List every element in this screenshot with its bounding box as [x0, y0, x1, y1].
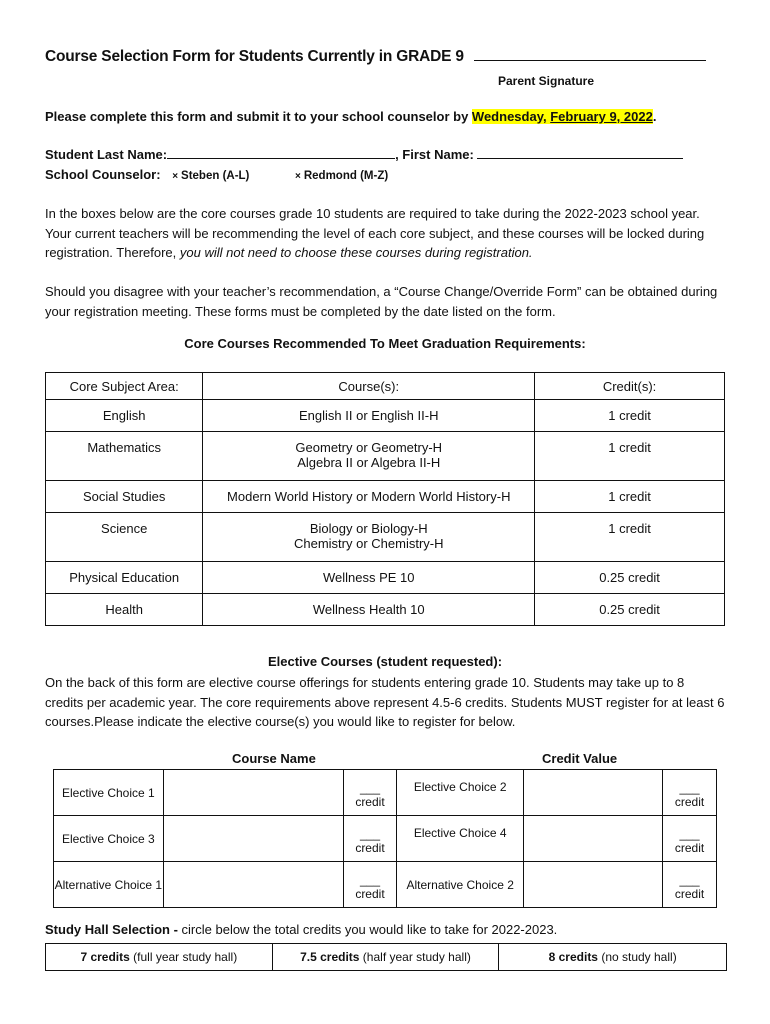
deadline-date: February 9, 2022: [550, 109, 653, 124]
elective-label: Elective Choice 2: [397, 770, 524, 816]
core-course-line: Geometry or Geometry-H: [295, 440, 443, 455]
credit-word: credit: [355, 887, 385, 901]
counselor-row: [45, 167, 388, 182]
parent-signature-line[interactable]: [474, 48, 706, 61]
table-row: [46, 594, 725, 626]
core-course: [203, 432, 535, 481]
intro-paragraph-1-italic: you will not need to choose these courses during registration.: [179, 245, 533, 260]
core-course: [203, 594, 535, 626]
core-course-line: Biology or Biology-H: [309, 521, 428, 536]
parent-signature-caption: Parent Signature: [498, 74, 595, 88]
elective-label: Elective Choice 3: [54, 816, 164, 862]
intro-paragraph-1: [45, 204, 725, 263]
credit-blank: ___: [679, 873, 700, 887]
core-subject: Mathematics: [46, 432, 203, 481]
core-credit: 1 credit: [535, 513, 725, 562]
last-name-field[interactable]: [167, 147, 395, 159]
core-course: [203, 481, 535, 513]
elective-credit-input[interactable]: [343, 770, 397, 816]
core-credit: 1 credit: [535, 400, 725, 432]
elective-label: Elective Choice 1: [54, 770, 164, 816]
counselor-option-label: Steben (A-L): [181, 170, 250, 182]
core-courses-table: [45, 372, 725, 626]
elective-credit-input[interactable]: [663, 770, 717, 816]
deadline-suffix: .: [652, 109, 657, 124]
checkbox-mark-icon: ×: [295, 171, 301, 182]
core-course-line: Modern World History or Modern World History-H: [227, 489, 511, 504]
intro-paragraph-1-text: In the boxes below are the core courses grade 10 students are required to take during the 2022-2023 school year. Your current teachers will be recommending the level of each core subject, and these courses will be locked during registration. Therefore,: [45, 206, 705, 260]
electives-heading: Elective Courses (student requested):: [267, 654, 503, 669]
deadline-prefix: Please complete this form and submit it to your school counselor by: [45, 109, 472, 124]
electives-description: On the back of this form are elective course offerings for students entering grade 10. Students may take up to 8 credits per academic year. The core requirements above represent 4.5-6 credits. Students MUST register for at least 6 courses.Please indicate the elective course(s) you would like to register for below.: [45, 675, 725, 729]
core-subject: English: [46, 400, 203, 432]
table-row: [46, 432, 725, 481]
credit-word: credit: [674, 887, 705, 901]
core-course: [203, 562, 535, 594]
intro-paragraph-2: Should you disagree with your teacher’s recommendation, a “Course Change/Override Form” can be obtained during your registration meeting. These forms must be completed by the date listed on the form.: [45, 284, 718, 319]
elective-credit-input[interactable]: [663, 862, 717, 908]
elective-label: Alternative Choice 2: [397, 862, 524, 908]
core-courses-heading: Core Courses Recommended To Meet Graduation Requirements:: [184, 336, 586, 351]
study-hall-option[interactable]: [499, 944, 727, 971]
credit-word: credit: [674, 841, 705, 855]
core-subject: Physical Education: [46, 562, 203, 594]
credit-word: credit: [355, 841, 385, 855]
credit-blank: ___: [679, 781, 700, 795]
study-hall-option-detail: (full year study hall): [129, 950, 238, 964]
core-course-line: Algebra II or Algebra II-H: [297, 455, 441, 470]
deadline-sentence: [45, 109, 656, 124]
table-row: [54, 770, 717, 816]
elective-credit-input[interactable]: [343, 816, 397, 862]
student-name-row: [45, 147, 683, 162]
form-title-text: Course Selection Form for Students Currently in GRADE 9: [45, 48, 464, 65]
credit-blank: ___: [359, 873, 380, 887]
elective-course-input[interactable]: [523, 816, 662, 862]
elective-course-input[interactable]: [163, 816, 343, 862]
elective-label: Alternative Choice 1: [54, 862, 164, 908]
study-hall-option[interactable]: [272, 944, 499, 971]
credit-blank: ___: [359, 781, 380, 795]
counselor-option-label: Redmond (M-Z): [303, 170, 389, 182]
elective-choices-table: [53, 769, 717, 908]
study-hall-option-credits: 8 credits: [548, 950, 598, 964]
core-table-header-row: [46, 373, 725, 400]
counselor-label: School Counselor:: [45, 167, 161, 182]
core-header-course: Course(s):: [203, 373, 535, 400]
core-subject: Health: [46, 594, 203, 626]
table-row: [46, 562, 725, 594]
credit-word: credit: [355, 795, 385, 809]
core-course-line: Wellness PE 10: [322, 570, 415, 585]
counselor-option-redmond[interactable]: [295, 167, 388, 182]
study-hall-options-table: [45, 943, 727, 971]
elective-course-input[interactable]: [523, 770, 662, 816]
elective-label: Elective Choice 4: [397, 816, 524, 862]
counselor-option-steben[interactable]: [172, 167, 253, 182]
core-course-line: Wellness Health 10: [312, 602, 425, 617]
first-name-label: , First Name:: [395, 147, 474, 162]
elective-course-input[interactable]: [163, 770, 343, 816]
elective-credit-input[interactable]: [663, 816, 717, 862]
table-row: [54, 862, 717, 908]
core-course: [203, 513, 535, 562]
study-hall-option-credits: 7.5 credits: [300, 950, 360, 964]
form-title: [45, 48, 706, 66]
study-hall-option-credits: 7 credits: [80, 950, 130, 964]
table-row: [46, 481, 725, 513]
table-row: [54, 816, 717, 862]
study-hall-heading-rest: circle below the total credits you would like to take for 2022-2023.: [177, 922, 558, 937]
core-course-line: English II or English II-H: [299, 408, 439, 423]
core-course: [203, 400, 535, 432]
core-subject: Science: [46, 513, 203, 562]
table-row: [46, 513, 725, 562]
credit-blank: ___: [679, 827, 700, 841]
study-hall-option-detail: (half year study hall): [359, 950, 471, 964]
first-name-field[interactable]: [477, 147, 683, 159]
table-row: [46, 944, 727, 971]
core-credit: 1 credit: [535, 481, 725, 513]
elective-credit-input[interactable]: [343, 862, 397, 908]
study-hall-heading-bold: Study Hall Selection -: [45, 922, 178, 937]
credit-blank: ___: [359, 827, 380, 841]
deadline-day: Wednesday,: [471, 109, 551, 124]
elective-course-input[interactable]: [523, 862, 662, 908]
core-course-line: Chemistry or Chemistry-H: [293, 536, 444, 551]
core-credit: 0.25 credit: [535, 594, 725, 626]
core-header-credit: Credit(s):: [535, 373, 725, 400]
course-name-column-label: Course Name: [232, 751, 316, 766]
credit-word: credit: [674, 795, 705, 809]
core-credit: 1 credit: [535, 432, 725, 481]
table-row: [46, 400, 725, 432]
last-name-label: Student Last Name:: [45, 147, 168, 162]
core-credit: 0.25 credit: [535, 562, 725, 594]
credit-value-column-label: Credit Value: [542, 751, 618, 766]
study-hall-heading: [45, 922, 557, 937]
study-hall-option-detail: (no study hall): [597, 950, 677, 964]
core-header-subject: Core Subject Area:: [46, 373, 203, 400]
elective-course-input[interactable]: [163, 862, 343, 908]
checkbox-mark-icon: ×: [172, 171, 179, 182]
core-subject: Social Studies: [46, 481, 203, 513]
study-hall-option[interactable]: [46, 944, 273, 971]
